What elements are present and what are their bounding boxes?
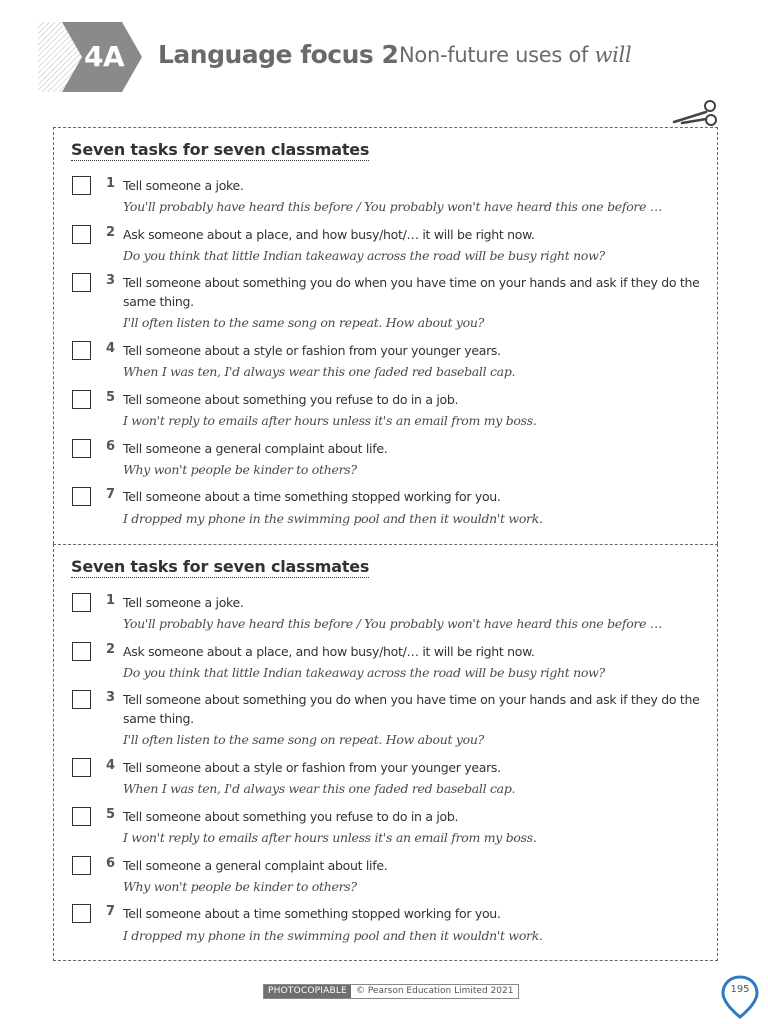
task-example: Do you think that little Indian takeaway across the road will be busy right now? [123, 248, 605, 263]
checkbox-icon[interactable] [72, 176, 91, 195]
task-number: 6 [106, 439, 116, 454]
checkbox-icon[interactable] [72, 690, 91, 709]
page-subtitle-prefix: Non-future uses of [399, 43, 595, 67]
task-text: Ask someone about a place, and how busy/hot/… it will be right now. [123, 227, 535, 242]
checkbox-icon[interactable] [72, 807, 91, 826]
task-example: Why won't people be kinder to others? [123, 879, 357, 894]
task-number: 7 [106, 487, 116, 502]
checkbox-icon[interactable] [72, 758, 91, 777]
photocopiable-label: PHOTOCOPIABLE [264, 985, 351, 998]
task-text: Tell someone about something you do when you have time on your hands and ask if they do the same thing. [123, 275, 700, 309]
checkbox-icon[interactable] [72, 439, 91, 458]
task-number: 5 [106, 390, 116, 405]
task-example: I dropped my phone in the swimming pool and then it wouldn't work. [123, 928, 543, 943]
task-card-1 [53, 127, 718, 544]
checkbox-icon[interactable] [72, 341, 91, 360]
checkbox-icon[interactable] [72, 593, 91, 612]
task-text: Tell someone about something you refuse to do in a job. [123, 392, 459, 407]
task-text: Ask someone about a place, and how busy/hot/… it will be right now. [123, 644, 535, 659]
task-number: 2 [106, 225, 116, 240]
task-text: Tell someone about a style or fashion from your younger years. [123, 760, 501, 775]
footer-notice [263, 984, 519, 999]
scissors-icon [672, 98, 718, 128]
task-text: Tell someone a general complaint about life. [123, 441, 388, 456]
task-text: Tell someone about a time something stopped working for you. [123, 906, 501, 921]
task-text: Tell someone about something you refuse to do in a job. [123, 809, 459, 824]
checkbox-icon[interactable] [72, 856, 91, 875]
checkbox-icon[interactable] [72, 390, 91, 409]
page-subtitle [399, 43, 631, 67]
task-example: I won't reply to emails after hours unless it's an email from my boss. [123, 830, 537, 845]
task-number: 4 [106, 758, 116, 773]
task-number: 4 [106, 341, 116, 356]
checkbox-icon[interactable] [72, 225, 91, 244]
location-pin-icon [720, 974, 760, 1020]
task-example: Do you think that little Indian takeaway across the road will be busy right now? [123, 665, 605, 680]
task-text: Tell someone a joke. [123, 595, 244, 610]
task-example: I won't reply to emails after hours unless it's an email from my boss. [123, 413, 537, 428]
task-example: Why won't people be kinder to others? [123, 462, 357, 477]
checkbox-icon[interactable] [72, 642, 91, 661]
card-title: Seven tasks for seven classmates [71, 557, 370, 576]
page-title: Language focus 2 [158, 40, 399, 69]
task-example: When I was ten, I'd always wear this one faded red baseball cap. [123, 364, 516, 379]
task-number: 1 [106, 593, 116, 608]
task-text: Tell someone about a time something stopped working for you. [123, 489, 501, 504]
task-number: 1 [106, 176, 116, 191]
task-example: I dropped my phone in the swimming pool and then it wouldn't work. [123, 511, 543, 526]
copyright-text: © Pearson Education Limited 2021 [351, 985, 518, 998]
task-example: When I was ten, I'd always wear this one faded red baseball cap. [123, 781, 516, 796]
task-text: Tell someone about something you do when you have time on your hands and ask if they do the same thing. [123, 692, 700, 726]
task-number: 3 [106, 273, 116, 288]
task-text: Tell someone about a style or fashion from your younger years. [123, 343, 501, 358]
page-subtitle-emphasis: will [594, 43, 632, 67]
task-number: 6 [106, 856, 116, 871]
task-number: 7 [106, 904, 116, 919]
task-example: You'll probably have heard this before / You probably won't have heard this one before … [123, 199, 663, 214]
checkbox-icon[interactable] [72, 273, 91, 292]
task-example: You'll probably have heard this before / You probably won't have heard this one before … [123, 616, 663, 631]
task-text: Tell someone a general complaint about life. [123, 858, 388, 873]
task-number: 5 [106, 807, 116, 822]
task-number: 2 [106, 642, 116, 657]
checkbox-icon[interactable] [72, 904, 91, 923]
card-title: Seven tasks for seven classmates [71, 140, 370, 159]
task-text: Tell someone a joke. [123, 178, 244, 193]
checkbox-icon[interactable] [72, 487, 91, 506]
page-number: 195 [730, 984, 750, 995]
unit-badge-label: 4A [84, 40, 125, 73]
task-example: I'll often listen to the same song on repeat. How about you? [123, 732, 485, 747]
task-example: I'll often listen to the same song on repeat. How about you? [123, 315, 485, 330]
task-number: 3 [106, 690, 116, 705]
task-card-2 [53, 544, 718, 961]
unit-badge [38, 22, 144, 92]
